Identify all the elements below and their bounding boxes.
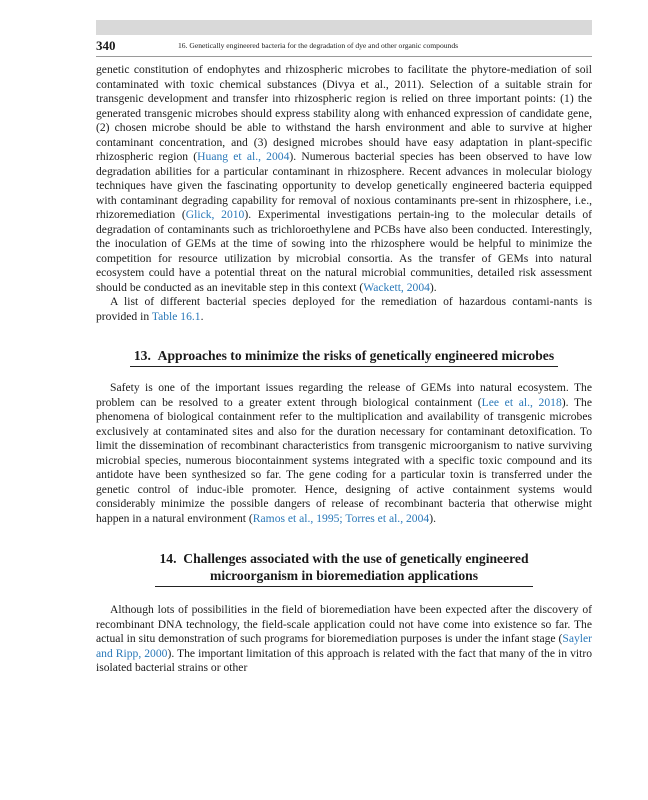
section-number: 13.: [133, 348, 151, 363]
main-content: [96, 63, 592, 676]
running-head: 16. Genetically engineered bacteria for the degradation of dye and other organic compounds: [178, 41, 459, 50]
section-title-line-2: microorganism in bioremediation applications: [210, 568, 478, 583]
page-number: 340: [96, 38, 116, 53]
paragraph-text: ).: [429, 511, 436, 525]
paragraph-text: .: [200, 309, 204, 323]
paragraph-text: ). The phenomena of biological containment refer to the multiplication and availability of transgenic microbes exclusively at contaminated sites and also for the duration necessary for contaminant detoxification. To limit the dissemination of recombinant characteristics from transgenic microorganism to native surviving microbial species, numerous biocontainment systems integrated with a specific toxic compound and its antidote have been synthesized so far. The gene coding for a particular toxin is transferred under the genetic control of induc-ible promoter. Hence, designing of active containment systems would considerably minimize the possible dangers of release of recombinant bacteria that otherwise might happen in a natural environment (: [96, 395, 592, 525]
paragraph-text: ). Numerous bacterial species has been observed to have low degradation abilities for a particular contaminant in rhizosphere. Recent advances in molecular biology techniques have given the fascinating opportunity to develop genetically engineered bacteria equipped with contaminant degrading capability for removal of noxious contaminants pre-sent in rhizosphere, i.e., rhizoremediation (: [96, 150, 593, 221]
citation-link[interactable]: Lee et al., 2018: [481, 395, 562, 409]
citation-link[interactable]: Ramos et al., 1995; Torres et al., 2004: [252, 511, 430, 525]
section-14-heading: [96, 550, 592, 587]
citation-link[interactable]: Wackett, 2004: [363, 280, 430, 294]
citation-link[interactable]: Huang et al., 2004: [197, 150, 290, 163]
citation-link[interactable]: Sayler and Ripp, 2000: [96, 632, 592, 660]
citation-link[interactable]: Glick, 2010: [185, 208, 245, 221]
paragraph-text: ). Experimental investigations pertain-ing to the molecular details of degradation of contaminants such as trichloroethylene and PCBs have also been conducted. Interestingly, the inoculation of GEMs at the time of sowing into the rhizosphere would be helpful to minimize the competition for resource utilization by microbial consortia. As the transfer of GEMs into natural ecosystem could have a potential threat on the natural microbial communities, detailed risk assessment should be conducted as an inevitable step in this context (: [96, 208, 593, 294]
paragraph-text: genetic constitution of endophytes and rhizospheric microbes to facilitate the phytore-mediation of soil contaminated with toxic chemical substances (Divya et al., 2011). Selection of a suitable strain for transgenic development and transfer into rhizospheric region is relied on three important points: (1) the generated transgenic microbes should express stability along with enhanced expression of candidate gene, (2) chosen microbe should be able to withstand the harsh environment and able to survive at higher contaminant concentration, and (3) designed microbes should have easy adaptation in plant-specific rhizospheric region (: [96, 63, 592, 163]
section-heading-underline: [155, 550, 532, 587]
section-title: Approaches to minimize the risks of genetically engineered microbes: [157, 348, 555, 363]
paragraph-3: [96, 381, 592, 526]
paragraph-2: [96, 295, 592, 324]
header-band: [96, 20, 592, 35]
table-link[interactable]: Table 16.1: [151, 309, 201, 323]
paragraph-1: [96, 63, 592, 295]
paragraph-4: [96, 603, 592, 676]
section-title-line-1: Challenges associated with the use of genetically engineered: [183, 551, 529, 566]
paragraph-text: ).: [429, 280, 437, 294]
section-number: 14.: [159, 551, 177, 566]
paragraph-text: ). The important limitation of this approach is related with the fact that many of the in vitro isolated bacterial strains or other: [96, 646, 592, 674]
paragraph-text: Although lots of possibilities in the field of bioremediation have been expected after the discovery of recombinant DNA technology, the field-scale application could not have come into existence so far. The actual in situ demonstration of such programs for bioremediation purposes is under the infant stage (: [96, 603, 592, 645]
section-heading-underline: [130, 347, 558, 367]
paragraph-text: A list of different bacterial species deployed for the remediation of hazardous contami-nants is provided in: [96, 295, 592, 323]
section-13-heading: [96, 347, 592, 367]
page-header: [96, 38, 592, 57]
paragraph-text: Safety is one of the important issues regarding the release of GEMs into natural ecosystem. The problem can be resolved to a greater extent through biological containment (: [96, 381, 592, 409]
